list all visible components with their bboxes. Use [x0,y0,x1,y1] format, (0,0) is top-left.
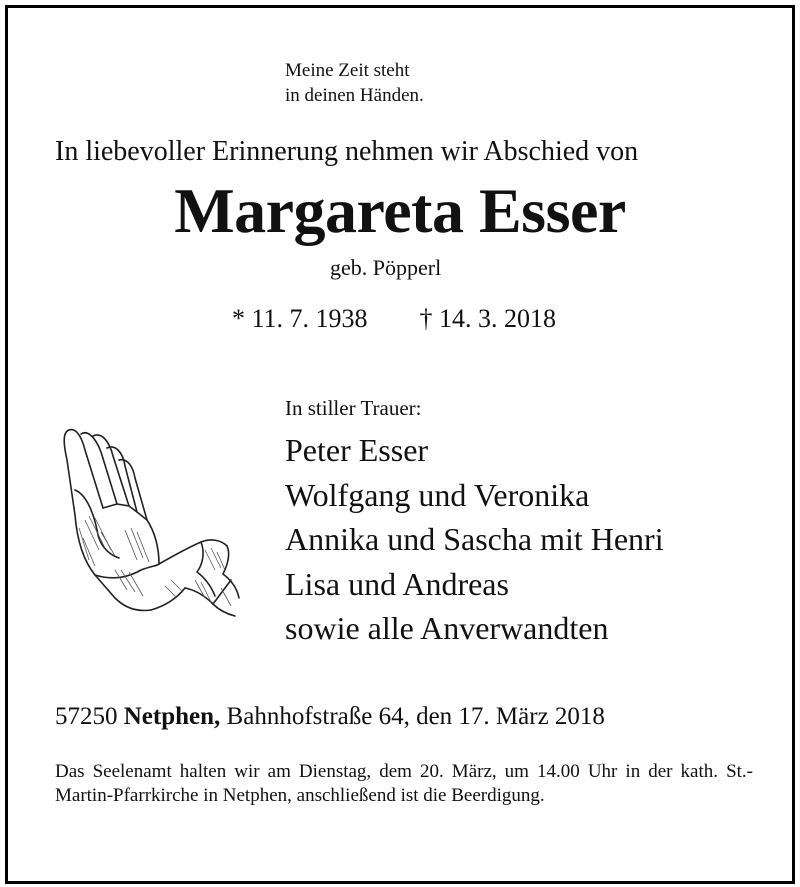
mourner-name: Annika und Sascha mit Henri [285,521,664,557]
mourner-name: Lisa und Andreas [285,565,509,602]
death-date: † 14. 3. 2018 [419,304,557,333]
service-notice: Das Seelenamt halten wir am Dienstag, dem 20. März, um 14.00 Uhr in der kath. St.-Martin-Pfarrkirche in Netphen, anschließend ist die Beerdigung. [55,761,753,806]
place-date [55,703,605,731]
address-date: Bahnhofstraße 64, den 17. März 2018 [226,703,605,730]
mourner-name: Peter Esser [285,432,429,468]
intro-text: In liebevoller Erinnerung nehmen wir Abschied von [55,136,639,167]
birth-date: * 11. 7. 1938 [232,304,368,333]
motto [285,58,424,108]
mourner-name: Wolfgang und Veronika [285,476,590,513]
mourning-label: In stiller Trauer: [285,396,422,420]
maiden-name: geb. Pöpperl [330,255,442,280]
town: Netphen, [123,703,221,730]
motto-line-2: in deinen Händen. [285,85,424,106]
motto-line-1: Meine Zeit steht [285,60,410,81]
mourner-name: sowie alle Anverwandten [285,610,609,646]
postcode: 57250 [55,703,118,730]
mourners-list [285,428,664,651]
praying-hands-icon [55,420,245,630]
life-dates [232,304,556,334]
deceased-name: Margareta Esser [174,175,626,246]
